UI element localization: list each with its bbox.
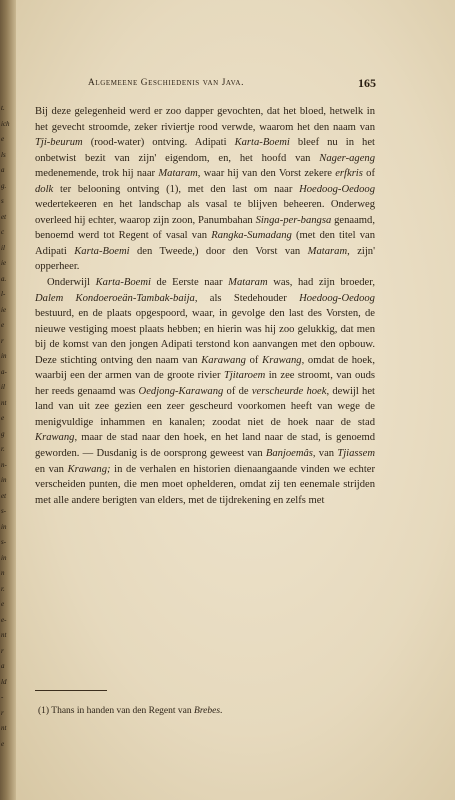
margin-fragment: e [1,135,5,143]
margin-fragment: s [1,197,4,205]
margin-fragment: et [1,212,7,221]
margin-fragment: t. [1,104,5,112]
margin-fragment: e [1,739,5,748]
page-number: 165 [358,76,376,90]
margin-fragment: n- [1,460,7,469]
margin-fragment: e [1,321,5,329]
margin-fragment: r. [1,584,5,593]
footnote-text: Thans in handen van den Regent van [49,706,195,716]
margin-fragment: il [1,243,5,252]
margin-fragment: s- [1,538,7,546]
footnote-rule [35,690,107,691]
margin-fragment: ich [1,119,10,128]
margin-fragment: - [1,693,4,701]
margin-fragment: ls [1,150,6,159]
margin-fragment: nt [1,398,7,407]
margin-fragment: r [1,708,4,717]
footnote-marker: (1) [38,706,50,716]
margin-fragment: ie [1,259,7,267]
margin-fragment: nt [1,724,7,732]
margin-fragment: nt [1,631,7,639]
margin-fragment: g [1,429,5,438]
margin-fragment: g. [1,181,7,190]
margin-fragment: a [1,662,5,670]
margin-fragment: e [1,600,5,608]
margin-fragment: in [1,553,7,562]
margin-fragment: e- [1,615,7,624]
margin-fragment: ld [1,677,7,686]
margin-fragment: in [1,522,7,531]
margin-fragment: e [1,414,5,422]
footnote-place: Brebes [194,706,221,716]
margin-fragment: a- [1,367,7,376]
margin-fragment: a. [1,274,7,283]
margin-fragment: n [1,569,5,577]
footnote: (1) Thans in handen van den Regent van Brebes. [38,706,223,716]
body-text [35,104,375,508]
margin-fragment: il [1,383,5,391]
paragraph-1: Bij deze gelegenheid werd er zoo dapper gevochten, dat het bloed, hetwelk in het gevecht stroomde, zeker riviertje rood verwde, waarom het den naam van Tji-beurum (rood-water) ontving. Adipati Karta-Boemi bleef nu in het onbetwist bezit van zijn' eigendom, en, het hoofd van Nager-ageng medenemende, trok hij naar Mataram, waar hij van den Vorst zekere erfkris of dolk ter belooning ontving (1), met den last om naar Hoedoog-Oedoog wedertekeeren en het landschap als vasal te blijven beheeren. Onderweg overleed hij echter, waarop zijn zoon, Panumbahan Singa-per-bangsa genaamd, benoemd werd tot Regent of vasal van Rangka-Sumadang (met den titel van Adipati Karta-Boemi den Tweede,) door den Vorst van Mataram, zijn' opperheer. [35,106,375,273]
margin-fragment: r [1,336,4,345]
paragraph-2: Onderwijl Karta-Boemi de Eerste naar Mataram was, had zijn broeder, Dalem Kondoeroeän-Tambak-baija, als Stedehouder Hoedoog-Oedoog bestuurd, en de plaats opgespoord, waar, in gevolge den last des Vorsten, de nieuwe vestiging moest plaats hebben; en hierin was hij zoo gelukkig, dat men bij de komst van den jongen Adipati terstond kon aanvangen met den opbouw. Deze stichting ontving den naam van Karawang of Krawang, omdat de hoek, waarbij een der armen van de groote rivier Tjitaroem in zee stroomt, van ouds her reeds genaamd was Oedjong-Karawang of de verscheurde hoek, dewijl het land van uit zee gezien een zeer gescheurd voorkomen heeft van wege de menigvuldige inhammen en kanalen; zoodat niet de hoek naar de stad Krawang, maar de stad naar den hoek, en het land naar de stad, is genoemd geworden. — Dusdanig is de oorsprong geweest van Banjoemâs, van Tjiassem en van Krawang; in de verhalen en historien dienaangaande vinden we echter verscheiden punten, die men moet ophelderen, omdat zij ten eenemale strijden met alle andere berigten van elders, met de tijdrekening en zelfs met [35,277,375,506]
margin-fragment: a [1,166,5,174]
margin-fragment: r. [1,445,5,453]
margin-fragment: l- [1,290,6,298]
margin-fragment: ie [1,305,7,314]
margin-fragment: et [1,491,7,500]
margin-fragment: r [1,646,4,655]
margin-fragment: c [1,228,5,236]
margin-fragment: in [1,476,7,484]
margin-fragment: in [1,352,7,360]
running-title: Algemeene Geschiedenis van Java. [88,78,244,88]
margin-fragment: s- [1,507,7,515]
